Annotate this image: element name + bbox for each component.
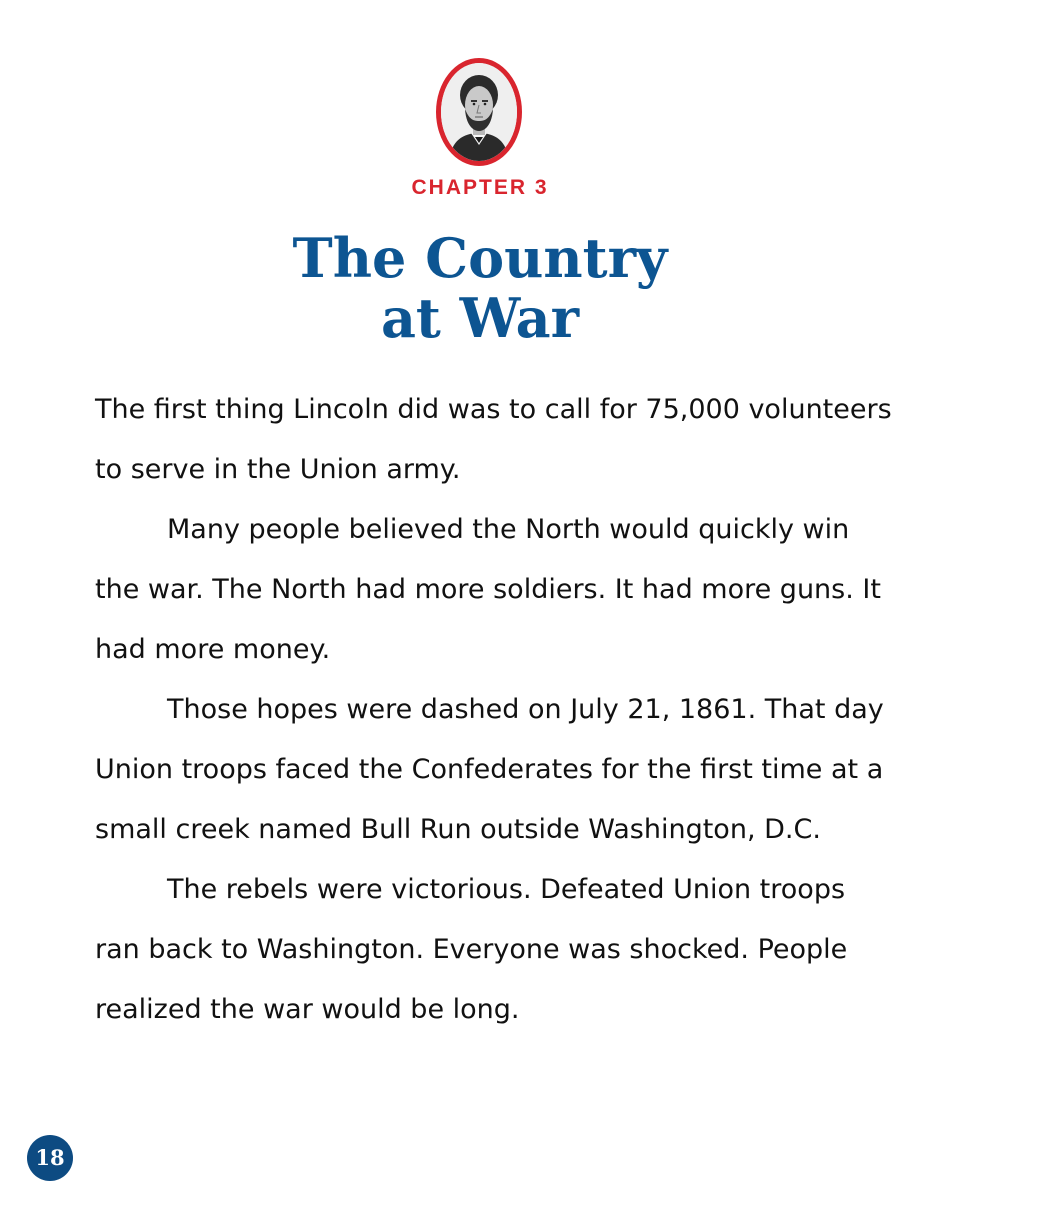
paragraph: The rebels were victorious. Defeated Union troops ran back to Washington. Everyone was shocked. People realized the war would be long. — [95, 874, 848, 1025]
paragraph: The first thing Lincoln did was to call for 75,000 volunteers to serve in the Union army. — [95, 394, 892, 485]
lincoln-portrait-image — [441, 63, 517, 161]
chapter-title-line-2: at War — [380, 286, 580, 350]
page-number-badge: 18 — [27, 1135, 73, 1181]
chapter-title-line-1: The Country — [292, 226, 668, 290]
lincoln-portrait — [436, 58, 522, 166]
chapter-label: CHAPTER 3 — [411, 176, 549, 199]
paragraph: Many people believed the North would quickly win the war. The North had more soldiers. It had more guns. It had more money. — [95, 514, 881, 665]
paragraph: Those hopes were dashed on July 21, 1861. That day Union troops faced the Confederates for the first time at a small creek named Bull Run outside Washington, D.C. — [95, 694, 884, 845]
chapter-title — [0, 228, 960, 348]
body-text — [95, 380, 895, 1040]
